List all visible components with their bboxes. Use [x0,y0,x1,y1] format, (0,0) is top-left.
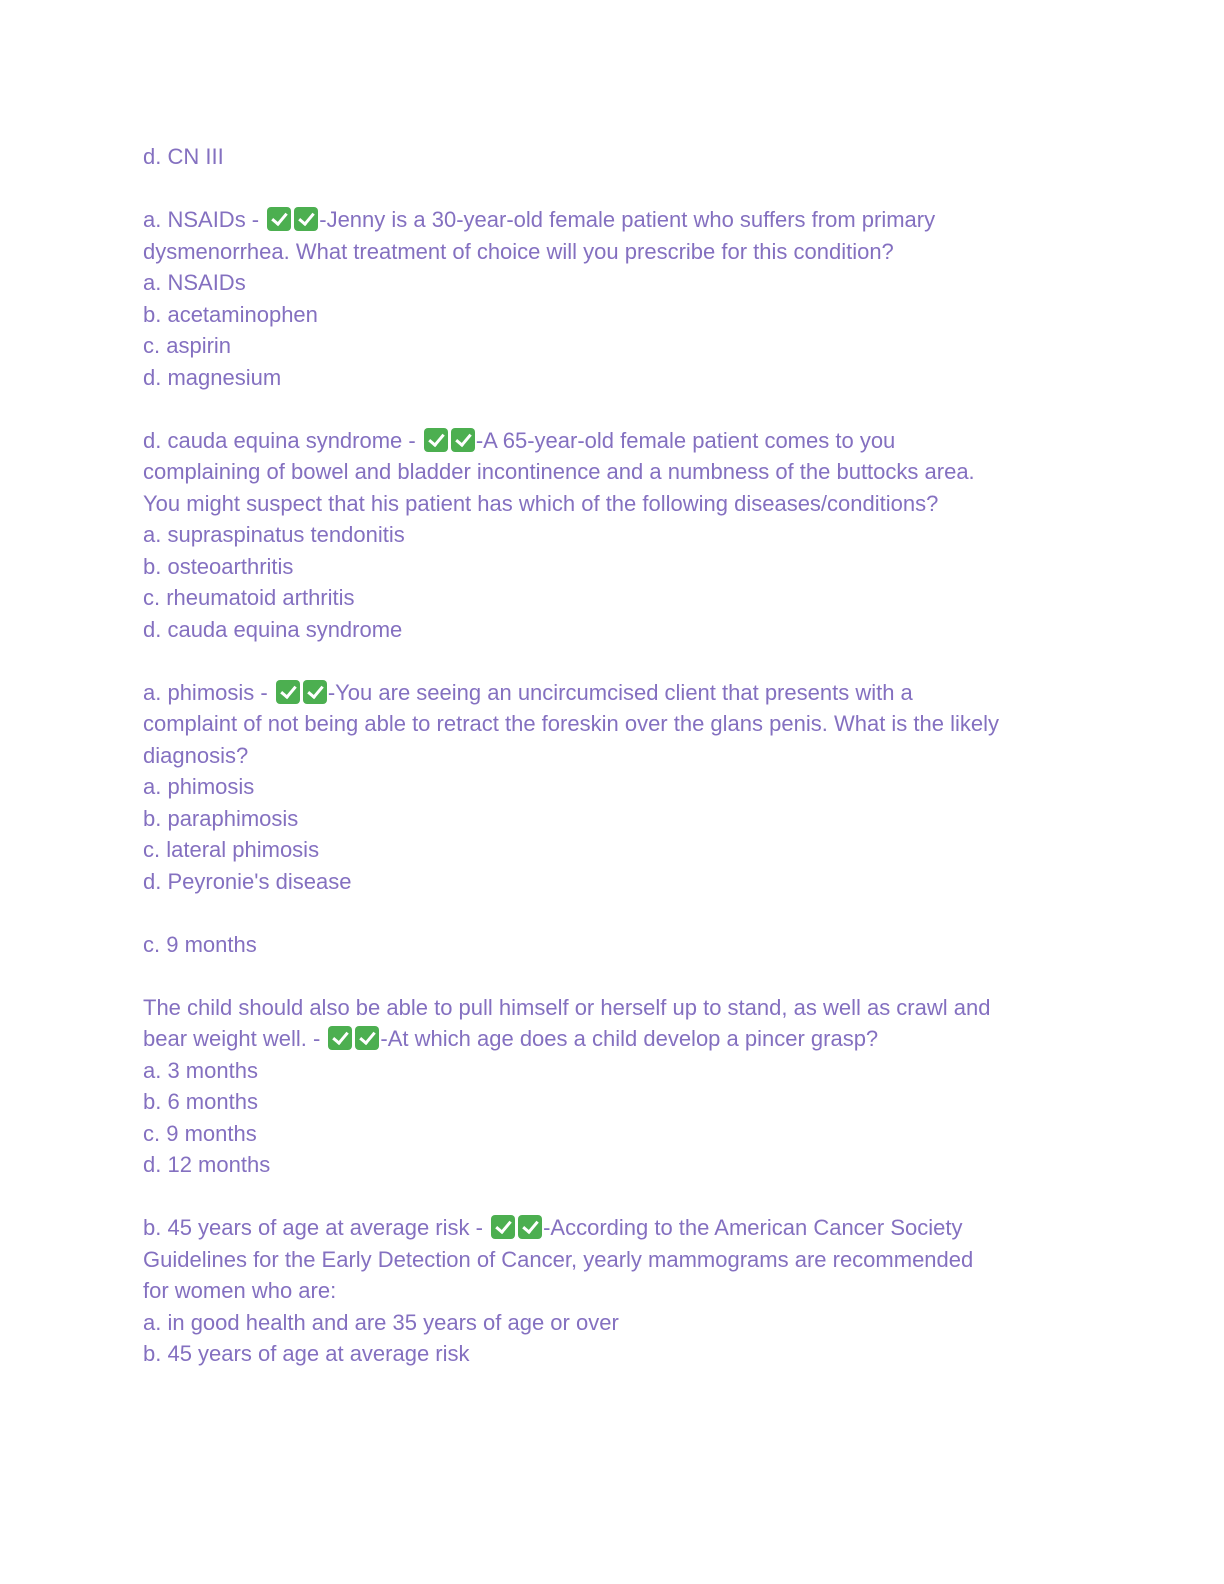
answer-text: a. phimosis - [143,679,274,705]
check-mark-icon [267,207,291,231]
question-header [143,1212,1083,1244]
option-a: a. in good health and are 35 years of age or over [143,1309,619,1335]
option-b: b. osteoarthritis [143,553,294,579]
spacer [143,897,1083,929]
option-b: b. 6 months [143,1089,258,1114]
question-header [143,425,1083,457]
question-header [143,677,1083,709]
check-mark-icon [328,1026,352,1050]
question-text: diagnosis? [143,742,249,768]
question-text: -According to the American Cancer Society [543,1215,963,1240]
check-mark-icon [518,1215,542,1239]
question-text: -At which age does a child develop a pincer grasp? [380,1026,879,1051]
option-b: b. paraphimosis [143,805,299,831]
question-text: complaining of bowel and bladder incontinence and a numbness of the buttocks area. [143,459,975,484]
answer-text: bear weight well. - [143,1026,327,1051]
option-c: c. lateral phimosis [143,837,320,862]
option-c: c. rheumatoid arthritis [143,585,355,610]
option-b: b. 45 years of age at average risk [143,1341,470,1366]
spacer [143,173,1083,205]
option-c: c. 9 months [143,1120,257,1146]
option-d: d. cauda equina syndrome [143,616,403,642]
option-d: d. magnesium [143,364,282,390]
spacer [143,393,1083,425]
option-c: c. aspirin [143,333,232,358]
spacer [143,1181,1083,1213]
option-b: b. acetaminophen [143,301,318,327]
spacer [143,645,1083,677]
question-header [143,204,1083,236]
spacer [143,960,1083,992]
answer-text: d. cauda equina syndrome - [143,427,422,453]
answer-text: a. NSAIDs - [143,207,266,232]
check-mark-icon [424,428,448,452]
answer-line: d. CN III [143,144,224,169]
check-mark-icon [294,207,318,231]
option-a: a. supraspinatus tendonitis [143,522,405,547]
answer-text: b. 45 years of age at average risk - [143,1215,490,1240]
option-d: d. 12 months [143,1152,271,1177]
question-text: -You are seeing an uncircumcised client that presents with a [327,679,913,705]
question-text: -Jenny is a 30-year-old female patient who suffers from primary [319,207,936,232]
document-body [143,141,1083,1370]
option-a: a. NSAIDs [143,270,246,295]
question-header [143,1023,1083,1055]
check-mark-icon [355,1026,379,1050]
option-a: a. 3 months [143,1057,258,1083]
question-text: complaint of not being able to retract the foreskin over the glans penis. What is the likely [143,711,1000,736]
option-a: a. phimosis [143,774,255,799]
question-text: dysmenorrhea. What treatment of choice will you prescribe for this condition? [143,238,894,264]
question-text: You might suspect that his patient has which of the following diseases/conditions? [143,490,939,516]
question-text: The child should also be able to pull himself or herself up to stand, as well as crawl and [143,994,991,1020]
option-d: d. Peyronie's disease [143,868,352,894]
question-text: for women who are: [143,1278,337,1303]
check-mark-icon [451,428,475,452]
check-mark-icon [303,680,327,704]
answer-line: c. 9 months [143,931,257,957]
check-mark-icon [491,1215,515,1239]
check-mark-icon [276,680,300,704]
question-text: -A 65-year-old female patient comes to you [475,427,896,453]
question-text: Guidelines for the Early Detection of Cancer, yearly mammograms are recommended [143,1246,974,1272]
